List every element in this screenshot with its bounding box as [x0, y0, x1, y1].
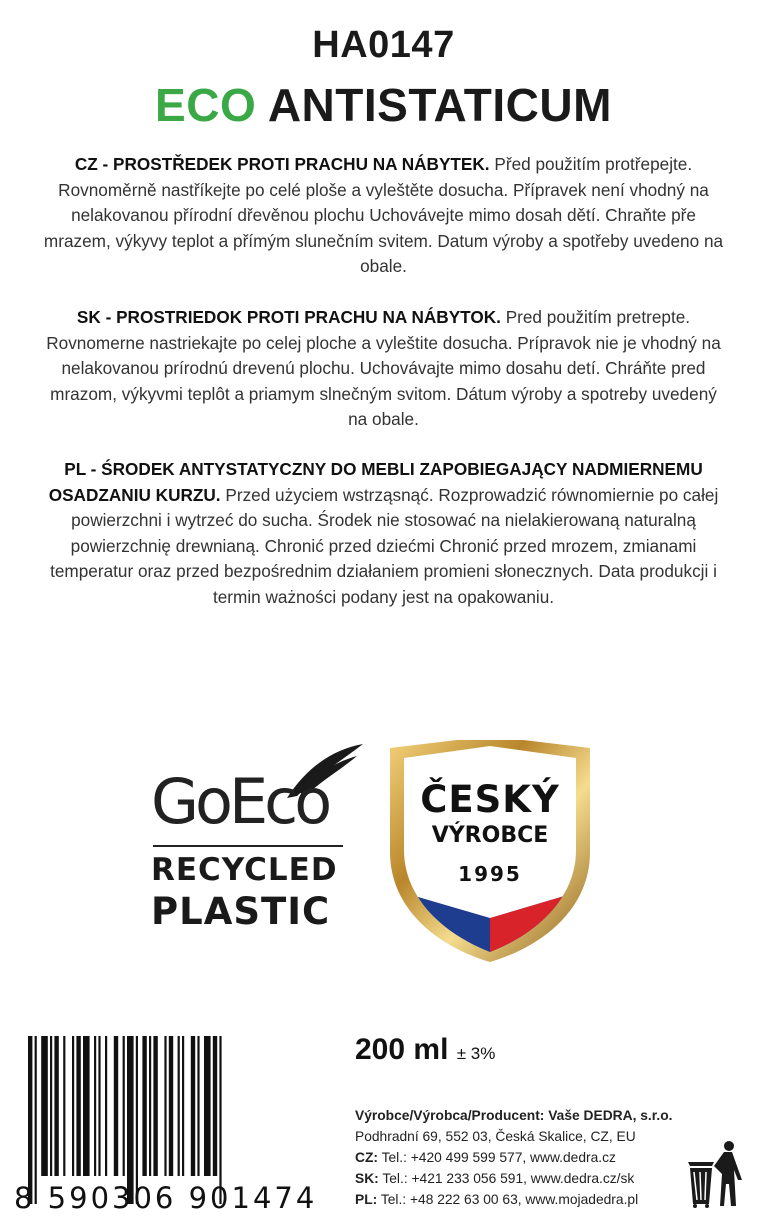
- barcode-bar: [94, 1036, 96, 1176]
- shield-emblem: [384, 740, 596, 962]
- title-rest: ANTISTATICUM: [267, 79, 612, 131]
- volume: [355, 1033, 495, 1067]
- barcode-bar: [169, 1036, 173, 1176]
- barcode-bar: [153, 1036, 157, 1176]
- barcode-bar: [219, 1036, 221, 1204]
- barcode-bar: [197, 1036, 199, 1176]
- volume-amount: 200 ml: [355, 1033, 449, 1066]
- plastic-label: PLASTIC: [151, 890, 331, 933]
- barcode-bar: [54, 1036, 58, 1176]
- text-block-pl: [40, 457, 727, 610]
- barcode-bar: [114, 1036, 118, 1176]
- contact-sk: [355, 1168, 685, 1189]
- barcode-bar: [164, 1036, 166, 1176]
- text-block-sk: [40, 305, 727, 433]
- barcode-bar: [123, 1036, 125, 1176]
- contact-cz: [355, 1147, 685, 1168]
- barcode-bar: [204, 1036, 211, 1176]
- producer-lead: Výrobce/Výrobca/Producent:: [355, 1108, 545, 1123]
- contact-pl-text: Tel.: +48 222 63 00 63, www.mojadedra.pl: [380, 1192, 639, 1207]
- barcode-bar: [105, 1036, 107, 1176]
- contact-sk-label: SK:: [355, 1171, 379, 1186]
- contact-cz-text: Tel.: +420 499 599 577, www.dedra.cz: [381, 1150, 616, 1165]
- text-block-cz: [40, 152, 727, 280]
- recycled-label: RECYCLED: [151, 852, 338, 888]
- barcode-bar: [178, 1036, 180, 1176]
- volume-tolerance: ± 3%: [456, 1044, 496, 1063]
- producer-info: [355, 1105, 685, 1210]
- product-title: [0, 78, 767, 132]
- shield-subtitle: VÝROBCE: [431, 823, 549, 848]
- barcode-bar: [182, 1036, 184, 1176]
- barcode: [14, 1036, 324, 1215]
- barcode-bar: [98, 1036, 100, 1176]
- text-block-cz-lead: CZ - PROSTŘEDEK PROTI PRACHU NA NÁBYTEK.: [74, 154, 490, 174]
- product-code: HA0147: [312, 24, 455, 66]
- contact-sk-text: Tel.: +421 233 056 591, www.dedra.cz/sk: [382, 1171, 635, 1186]
- barcode-bar: [41, 1036, 48, 1176]
- producer-address: Podhradní 69, 552 03, Česká Skalice, CZ, EU: [355, 1129, 636, 1144]
- barcode-bar: [127, 1036, 134, 1204]
- contact-cz-label: CZ:: [355, 1150, 378, 1165]
- barcode-bar: [149, 1036, 151, 1176]
- goeco-divider: [153, 845, 343, 847]
- barcode-bar: [191, 1036, 195, 1176]
- trash-bin-icon: [684, 1140, 748, 1208]
- barcode-bar: [35, 1036, 37, 1204]
- text-block-pl-lead: PL - ŚRODEK ANTYSTATYCZNY DO MEBLI ZAPOBIEGAJĄCY NADMIERNEMU OSADZANIU KURZU.: [48, 459, 703, 505]
- barcode-bar: [136, 1036, 138, 1204]
- shield-title: ČESKÝ: [420, 778, 560, 821]
- goeco-logo: [145, 740, 365, 933]
- barcode-bar: [213, 1036, 217, 1176]
- title-eco: ECO: [155, 79, 257, 131]
- text-block-sk-lead: SK - PROSTRIEDOK PROTI PRACHU NA NÁBYTOK.: [76, 307, 501, 327]
- barcode-digits: 8 590306 901474: [14, 1181, 318, 1215]
- shield-year: 1995: [458, 862, 522, 886]
- barcode-bar: [83, 1036, 90, 1176]
- producer-company: Vaše DEDRA, s.r.o.: [548, 1108, 673, 1123]
- text-block-pl-body: Przed użyciem wstrząsnąć. Rozprowadzić równomiernie po całej powierzchni i wytrzeć do sucha. Środek nie stosować na nielakierowaną naturalną powierzchnię drewnianą. Chronić przed dziećmi Chronić przed mrozem, zmianami temperatur oraz przed bezpośrednim działaniem promieni słonecznych. Data produkcji i termin ważności podany jest na opakowaniu.: [50, 484, 719, 607]
- barcode-bar: [76, 1036, 80, 1176]
- barcode-bar: [72, 1036, 74, 1176]
- barcode-bar: [142, 1036, 146, 1176]
- text-block-cz-body: Před použitím protřepejte. Rovnoměrně nastříkejte po celé ploše a vyleštěte dosucha. Přípravek není vhodný na nelakovanou přírodní dřevěnou plochu Uchovávejte mimo dosah dětí. Chraňte pře mrazem, výkyvy teplot a přímým slunečním svitem. Datum výroby a spotřeby uvedeno na obale.: [43, 154, 724, 276]
- barcode-bar: [50, 1036, 52, 1176]
- text-block-sk-body: Pred použitím pretrepte. Rovnomerne nastriekajte po celej ploche a vyleštite dosucha. Prípravok nie je vhodný na nelakovanou prírodnú drevenú plochu. Uchovávajte mimo dosahu detí. Chráňte pred mrazom, výkyvmi teplôt a priamym slnečným svitom. Dátum výroby a spotreby uvedený na obale.: [46, 307, 721, 429]
- barcode-bar: [63, 1036, 65, 1176]
- contact-pl: [355, 1189, 685, 1210]
- contact-pl-label: PL:: [355, 1192, 378, 1207]
- czech-manufacturer-shield: [384, 740, 596, 962]
- goeco-wordmark: GoEco: [151, 765, 329, 838]
- barcode-bar: [28, 1036, 32, 1204]
